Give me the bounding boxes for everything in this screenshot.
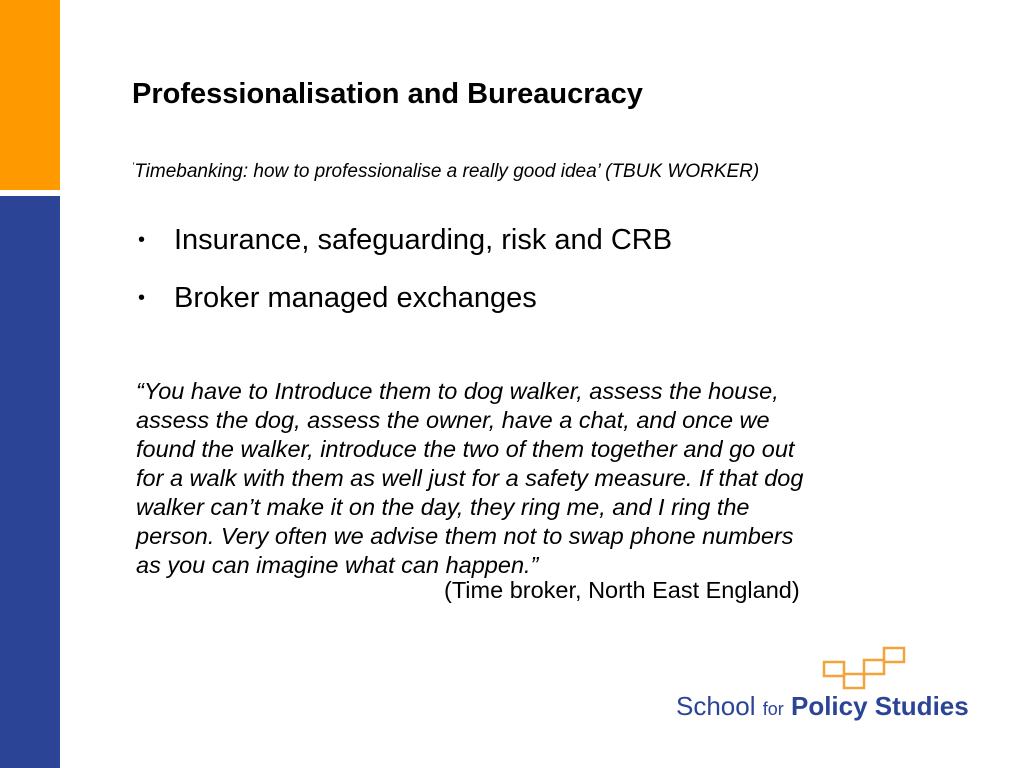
bullet-item xyxy=(138,278,672,336)
bullet-list xyxy=(138,220,672,336)
logo-word-for: for xyxy=(762,699,784,719)
bullet-icon: • xyxy=(138,229,146,251)
subtitle-open-quote: ‘ xyxy=(132,161,135,172)
quote-attribution: (Time broker, North East England) xyxy=(444,577,800,603)
slide-subtitle xyxy=(132,161,759,183)
subtitle-text: Timebanking: how to professionalise a really good idea’ (TBUK WORKER) xyxy=(134,161,760,182)
quote-line: person. Very often we advise them not to swap phone numbers xyxy=(136,523,794,549)
bullet-text: Insurance, safeguarding, risk and CRB xyxy=(174,224,673,256)
bullet-text: Broker managed exchanges xyxy=(174,282,537,314)
blue-side-bar xyxy=(0,196,60,768)
orange-side-bar xyxy=(0,0,60,190)
quote-line: assess the dog, assess the owner, have a chat, and once we xyxy=(136,407,770,433)
quote-line: for a walk with them as well just for a safety measure. If that dog xyxy=(136,465,804,491)
quote-line: “You have to Introduce them to dog walker, assess the house, xyxy=(136,378,779,404)
logo-word-school: School xyxy=(676,691,756,721)
slide-title: Professionalisation and Bureaucracy xyxy=(132,78,643,110)
school-logo xyxy=(676,644,976,734)
logo-wordmark xyxy=(676,691,969,722)
bullet-icon: • xyxy=(138,287,146,309)
logo-mark-icon xyxy=(822,644,916,692)
logo-word-policy-studies: Policy Studies xyxy=(790,691,969,721)
interview-quote xyxy=(136,377,956,580)
quote-line: found the walker, introduce the two of them together and go out xyxy=(136,436,795,462)
quote-line: walker can’t make it on the day, they ring me, and I ring the xyxy=(136,494,750,520)
quote-line: as you can imagine what can happen.” xyxy=(136,552,539,578)
bullet-item xyxy=(138,220,672,278)
